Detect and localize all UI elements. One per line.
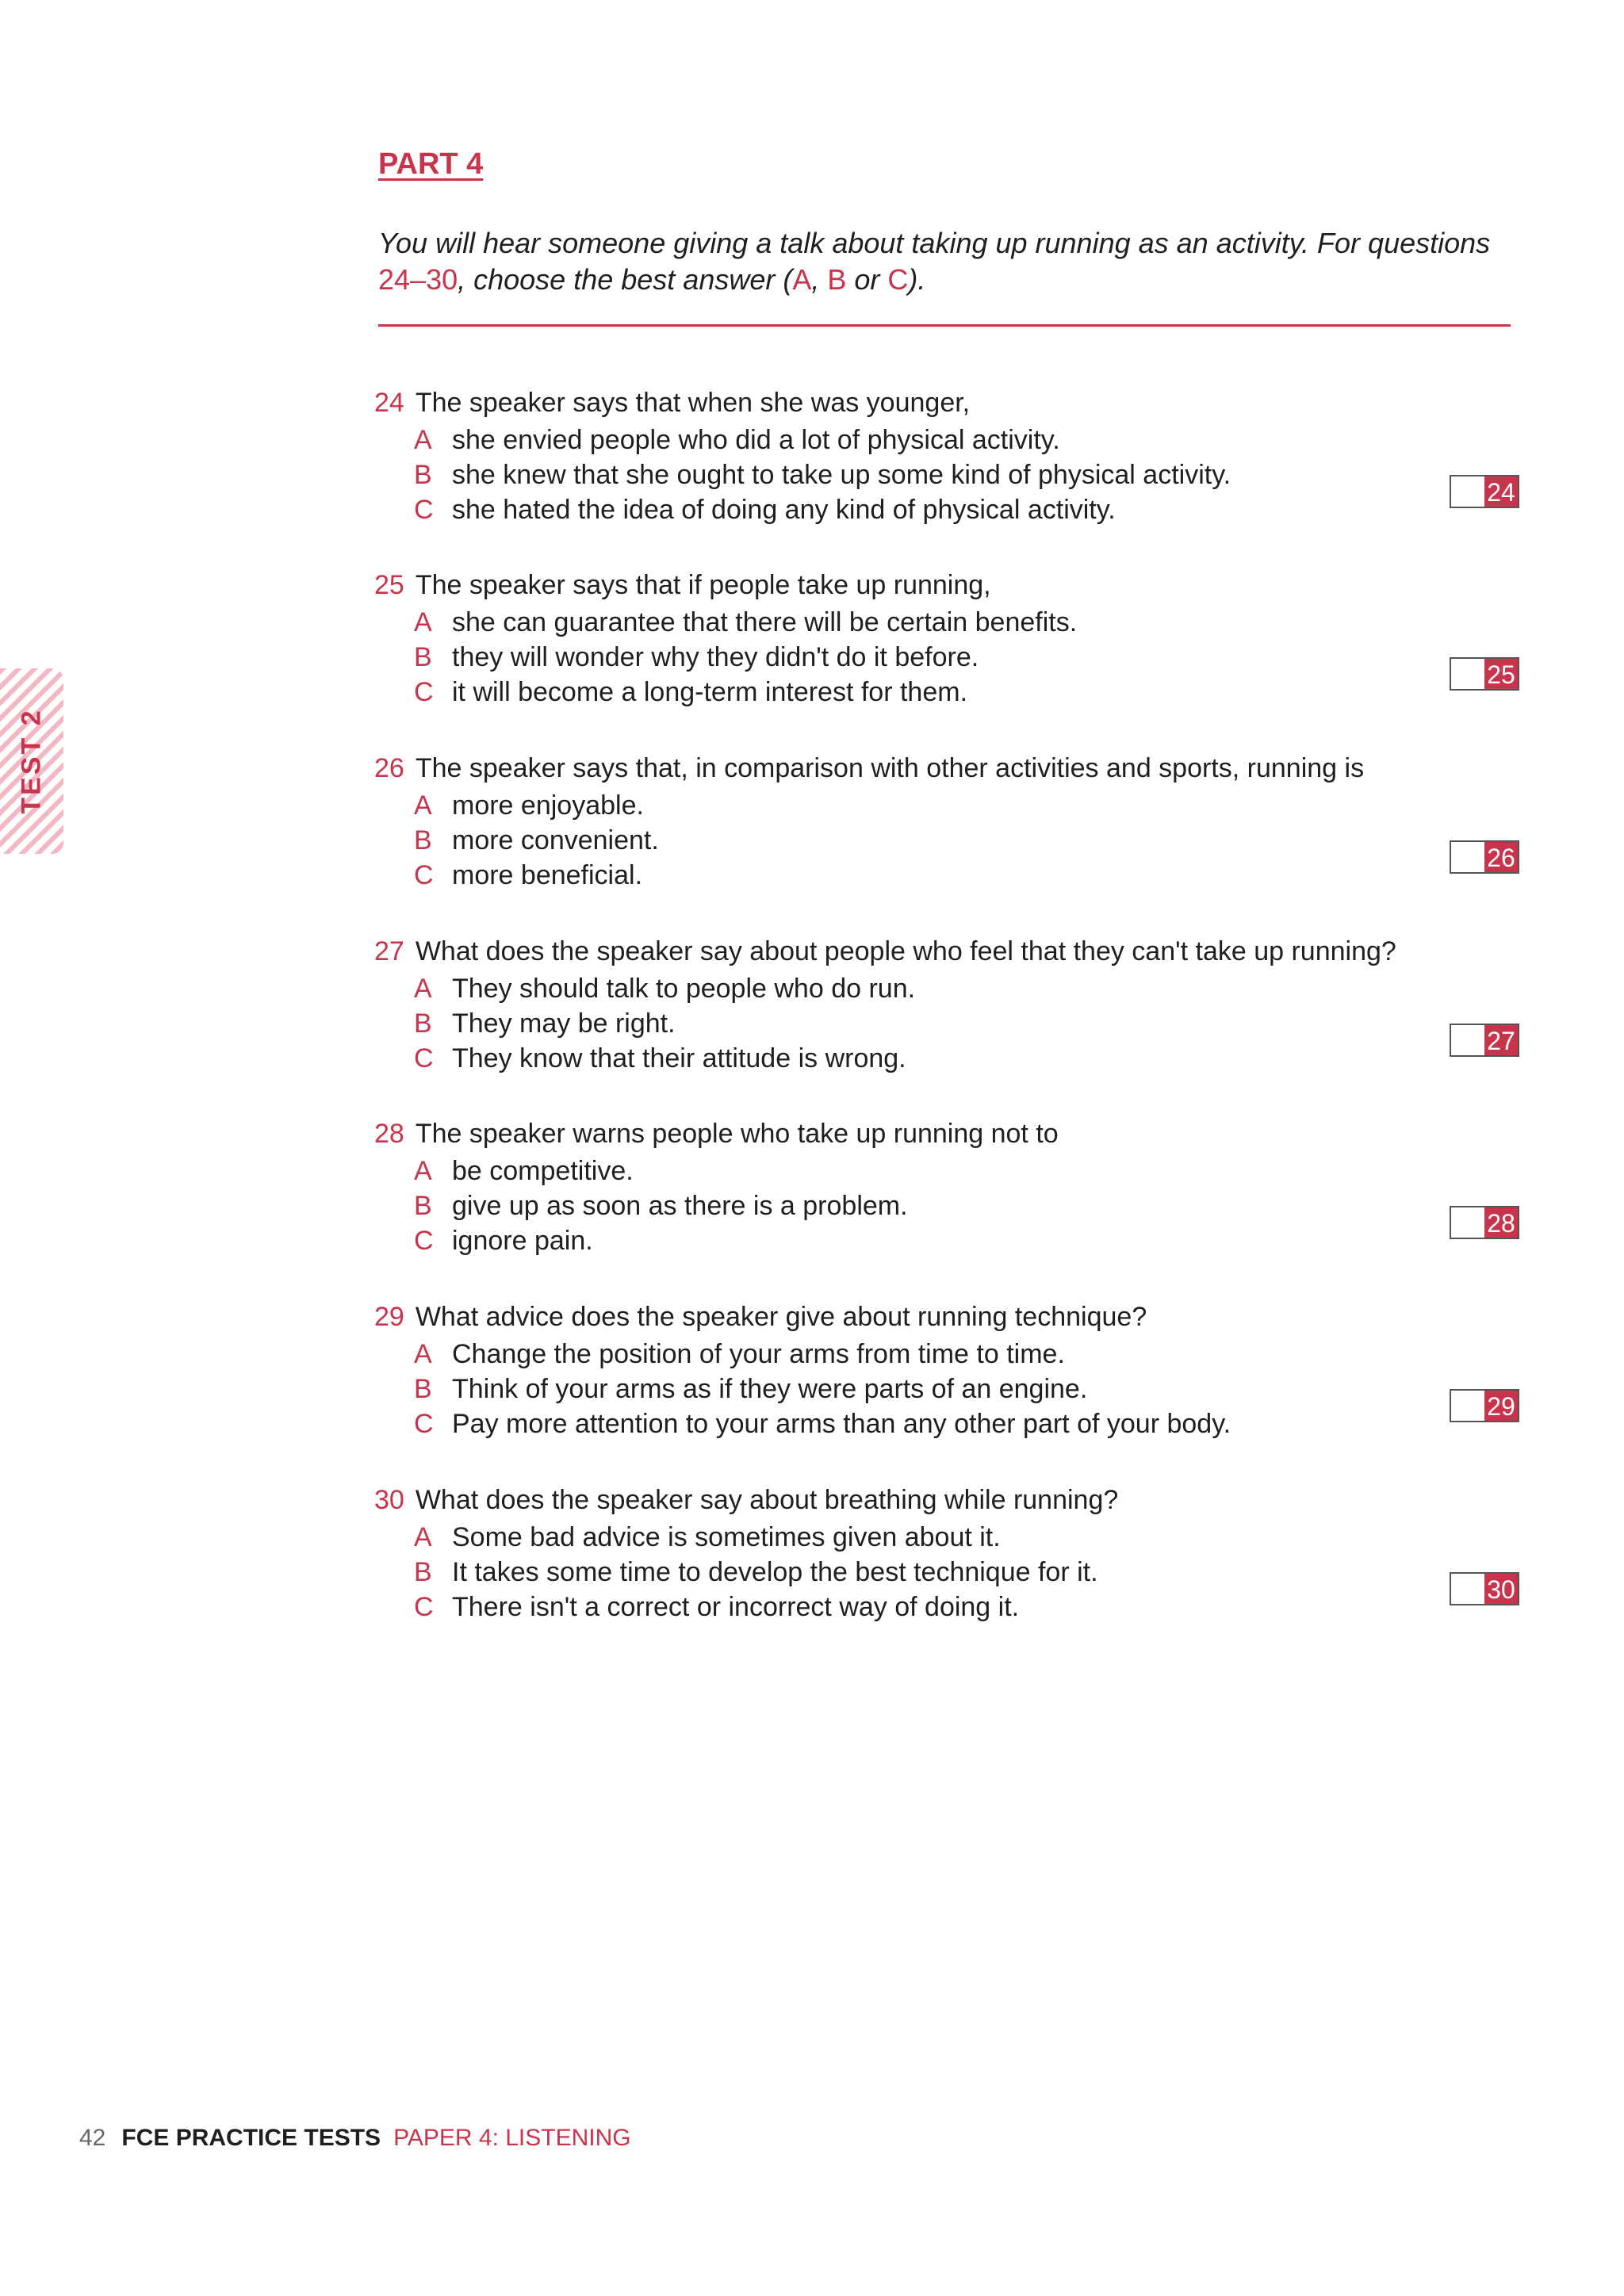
option-text: Pay more attention to your arms than any other part of your body. [452,1409,1231,1439]
option-letter: B [414,460,432,490]
option-letter: B [414,825,432,855]
option-b[interactable] [414,457,1516,492]
option-text: Think of your arms as if they were parts of an engine. [452,1374,1088,1404]
option-b[interactable] [414,1006,1516,1041]
question-text: The speaker warns people who take up running not to [415,1119,1059,1149]
question-number: 30 [374,1485,404,1515]
answer-box-label: 28 [1484,1207,1518,1238]
option-a[interactable] [414,1520,1516,1555]
option-letter: C [414,1226,434,1256]
option-letter: B [414,1008,432,1039]
option-letter: C [414,1043,434,1073]
question-25 [374,565,1516,710]
question-30 [374,1480,1516,1624]
answer-box-25[interactable] [1450,657,1519,691]
answer-box-27[interactable] [1450,1024,1519,1057]
question-number: 27 [374,936,404,966]
option-a[interactable] [414,605,1516,640]
question-stem [374,748,1516,788]
question-number: 25 [374,570,404,600]
option-letter: C [414,495,434,525]
option-letter: C [414,677,434,707]
answer-box-label: 25 [1484,659,1518,689]
instructions [378,225,1520,298]
question-24 [374,383,1516,527]
answer-box-26[interactable] [1450,840,1519,874]
page-footer [79,2125,631,2152]
choice-c-label: C [887,263,909,296]
option-letter: A [414,974,432,1004]
question-text: What does the speaker say about people who feel that they can't take up running? [415,936,1396,966]
option-a[interactable] [414,423,1516,457]
option-text: They should talk to people who do run. [452,974,916,1004]
option-text: they will wonder why they didn't do it before. [452,642,979,672]
instructions-end: ). [908,263,926,296]
answer-box-label: 29 [1484,1391,1518,1421]
question-stem [374,565,1516,605]
option-letter: A [414,1522,432,1552]
option-text: Change the position of your arms from time to time. [452,1339,1065,1369]
option-b[interactable] [414,1555,1516,1590]
option-a[interactable] [414,1154,1516,1188]
test-side-tab [0,668,63,854]
option-letter: A [414,1339,432,1369]
option-text: more enjoyable. [452,790,644,821]
question-stem [374,383,1516,423]
option-text: be competitive. [452,1156,634,1186]
option-text: ignore pain. [452,1226,593,1256]
answer-box-30[interactable] [1450,1572,1519,1605]
option-letter: A [414,790,432,821]
question-29 [374,1297,1516,1441]
option-text: give up as soon as there is a problem. [452,1191,908,1221]
side-tab-label: TEST 2 [16,708,47,814]
instructions-sep1: , [811,263,828,296]
option-a[interactable] [414,971,1516,1006]
paper-label: PAPER 4: LISTENING [393,2125,631,2151]
option-text: Some bad advice is sometimes given about it. [452,1522,1001,1552]
question-text: What advice does the speaker give about running technique? [415,1302,1147,1332]
answer-box-label: 27 [1484,1025,1518,1055]
question-stem [374,932,1516,971]
option-letter: C [414,1409,434,1439]
question-text: What does the speaker say about breathing while running? [415,1485,1119,1515]
instructions-line1: You will hear someone giving a talk about taking up running as an activity. For questions [378,227,1491,259]
part-title: PART 4 [378,147,484,181]
option-a[interactable] [414,1337,1516,1372]
option-c[interactable] [414,1041,1516,1076]
answer-box-label: 26 [1484,842,1518,872]
option-c[interactable] [414,858,1516,893]
question-stem [374,1114,1516,1154]
option-letter: C [414,1592,434,1622]
option-b[interactable] [414,1188,1516,1223]
book-title: FCE PRACTICE TESTS [121,2125,381,2151]
divider-rule [378,324,1511,327]
option-text: more convenient. [452,825,659,855]
option-text: They know that their attitude is wrong. [452,1043,906,1073]
question-text: The speaker says that, in comparison with other activities and sports, running is [415,753,1365,783]
question-26 [374,748,1516,893]
option-text: There isn't a correct or incorrect way of doing it. [452,1592,1020,1622]
option-b[interactable] [414,1372,1516,1406]
option-c[interactable] [414,1223,1516,1258]
option-letter: C [414,860,434,890]
option-text: more beneficial. [452,860,643,890]
answer-box-28[interactable] [1450,1206,1519,1239]
answer-box-label: 24 [1484,476,1518,507]
option-letter: A [414,425,432,455]
question-number: 24 [374,388,404,418]
page-number: 42 [79,2125,106,2151]
question-27 [374,932,1516,1076]
option-c[interactable] [414,1590,1516,1624]
answer-box-label: 30 [1484,1574,1518,1604]
option-letter: B [414,1557,432,1587]
option-b[interactable] [414,640,1516,675]
option-c[interactable] [414,675,1516,710]
question-text: The speaker says that when she was younger, [415,388,971,418]
choice-a-label: A [792,263,812,296]
question-text: The speaker says that if people take up running, [415,570,991,600]
question-range: 24–30 [378,263,458,296]
answer-box-24[interactable] [1450,475,1519,508]
question-stem [374,1480,1516,1520]
question-stem [374,1297,1516,1337]
option-text: It takes some time to develop the best technique for it. [452,1557,1098,1587]
option-letter: A [414,1156,432,1186]
instructions-sep2: or [846,263,888,296]
option-text: she knew that she ought to take up some kind of physical activity. [452,460,1231,490]
option-text: she hated the idea of doing any kind of physical activity. [452,495,1116,525]
option-a[interactable] [414,788,1516,823]
option-text: it will become a long-term interest for them. [452,677,968,707]
question-number: 26 [374,753,404,783]
option-letter: B [414,1191,432,1221]
option-text: she envied people who did a lot of physical activity. [452,425,1060,455]
option-text: They may be right. [452,1008,676,1039]
option-c[interactable] [414,1406,1516,1441]
option-b[interactable] [414,823,1516,858]
answer-box-29[interactable] [1450,1389,1519,1422]
question-28 [374,1114,1516,1258]
question-number: 28 [374,1119,404,1149]
option-text: she can guarantee that there will be certain benefits. [452,607,1078,637]
option-letter: B [414,642,432,672]
instructions-middle: , choose the best answer ( [458,263,793,296]
choice-b-label: B [827,263,847,296]
question-number: 29 [374,1302,404,1332]
option-c[interactable] [414,492,1516,527]
option-letter: B [414,1374,432,1404]
option-letter: A [414,607,432,637]
